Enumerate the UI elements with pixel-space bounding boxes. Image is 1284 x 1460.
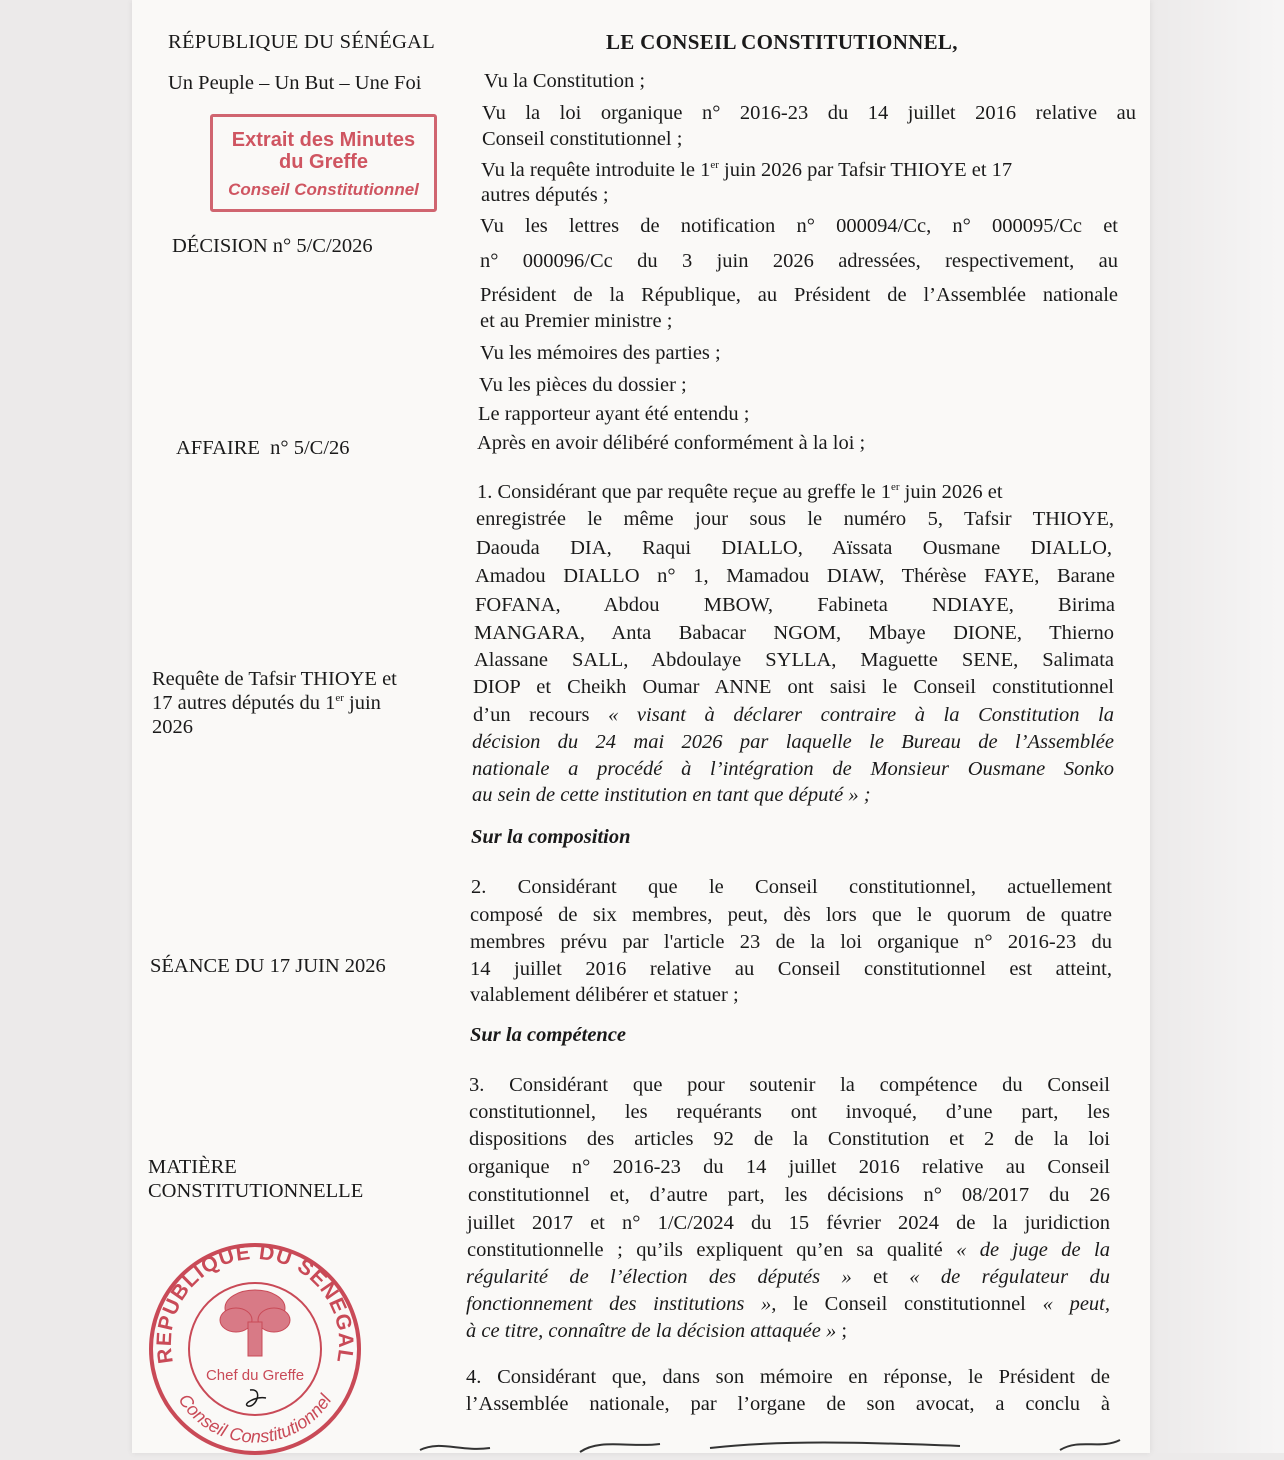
visa-line: Vu les pièces du dossier ; <box>479 374 687 396</box>
para1-line: Daouda DIA, Raqui DIALLO, Aïssata Ousmane DIALLO, <box>476 537 1112 559</box>
visa-line: Président de la République, au Président de l’Assemblée nationale <box>480 284 1118 306</box>
baobab-tree-icon <box>220 1290 290 1356</box>
para-text: d’un recours <box>473 704 609 726</box>
seal-bottom-path: Conseil Constitutionnel <box>174 1390 336 1447</box>
para2-line: 14 juillet 2016 relative au Conseil constitutionnel est atteint, <box>470 958 1112 980</box>
council-header: LE CONSEIL CONSTITUTIONNEL, <box>606 30 958 54</box>
para-text: ; <box>836 1320 848 1342</box>
visa-line: Le rapporteur ayant été entendu ; <box>478 403 750 425</box>
para2-line: valablement délibérer et statuer ; <box>470 984 739 1006</box>
requete-line <box>152 691 397 715</box>
requete-line: 2026 <box>152 716 193 738</box>
para1-line: DIOP et Cheikh Oumar ANNE ont saisi le Conseil constitutionnel <box>473 676 1114 698</box>
para1-line: au sein de cette institution en tant que député » ; <box>472 784 871 806</box>
seance-date: SÉANCE DU 17 JUIN 2026 <box>150 955 386 977</box>
para3-line: 3. Considérant que pour soutenir la compétence du Conseil <box>469 1074 1110 1096</box>
para-text: 1. Considérant que par requête reçue au greffe le 1 <box>477 481 891 503</box>
para1-line: enregistrée le même jour sous le numéro 5, Tafsir THIOYE, <box>476 508 1114 530</box>
para4-line: 4. Considérant que, dans son mémoire en réponse, le Président de <box>466 1366 1110 1388</box>
visa-line: Vu la Constitution ; <box>484 70 646 92</box>
visa-line: Vu la loi organique n° 2016-23 du 14 juillet 2016 relative au <box>482 102 1136 124</box>
national-motto: Un Peuple – Un But – Une Foi <box>168 72 422 94</box>
visa-text: juin 2026 par Tafsir THIOYE et 17 <box>718 159 1013 181</box>
quote-text: régularité de l’élection des députés » <box>466 1266 852 1288</box>
para1-line: nationale a procédé à l’intégration de Monsieur Ousmane Sonko <box>472 758 1114 780</box>
para3-line <box>466 1264 1110 1290</box>
para2-line: 2. Considérant que le Conseil constitutionnel, actuellement <box>471 876 1112 898</box>
quote-text: « peut, <box>1042 1293 1111 1315</box>
para-text: constitutionnelle ; qu’ils expliquent qu’en sa qualité <box>467 1239 957 1261</box>
para1-line: Alassane SALL, Abdoulaye SYLLA, Maguette SENE, Salimata <box>474 649 1114 671</box>
affaire-number: AFFAIRE n° 5/C/26 <box>176 437 350 459</box>
handwritten-marks <box>400 1430 1140 1453</box>
para3-line <box>466 1318 847 1344</box>
visa-line: Conseil constitutionnel ; <box>482 128 683 150</box>
visa-text: Vu la requête introduite le 1 <box>481 159 711 181</box>
para-text: juin 2026 et <box>899 481 1003 503</box>
para1-line: FOFANA, Abdou MBOW, Fabineta NDIAYE, Birima <box>475 594 1115 616</box>
visa-line: Vu les mémoires des parties ; <box>480 342 721 364</box>
para1-line <box>477 479 1117 505</box>
para3-line <box>467 1237 1110 1263</box>
quote-text: « visant à déclarer contraire à la Constitution la <box>608 704 1115 726</box>
quote-text: « de régulateur du <box>909 1266 1110 1288</box>
seal-ring-path: REPUBLIQUE DU SENEGAL <box>152 1240 358 1366</box>
para-text: et <box>851 1266 910 1288</box>
para1-line <box>473 702 1114 728</box>
requete-text: 17 autres députés du 1 <box>152 692 336 714</box>
visa-line: et au Premier ministre ; <box>480 310 673 332</box>
ordinal-sup: er <box>335 692 344 704</box>
stamp-line: Conseil Constitutionnel <box>228 180 419 199</box>
requete-line: Requête de Tafsir THIOYE et <box>152 668 397 690</box>
official-seal <box>144 1238 366 1460</box>
visa-line <box>481 157 1135 183</box>
visa-line: Après en avoir délibéré conformément à la loi ; <box>477 432 866 454</box>
quote-text: fonctionnement des institutions », <box>466 1293 777 1315</box>
quote-text: « de juge de la <box>956 1239 1110 1261</box>
visa-text <box>481 157 1012 183</box>
para4-line: l’Assemblée nationale, par l’organe de son avocat, a conclu à <box>466 1393 1110 1415</box>
para3-line: organique n° 2016-23 du 14 juillet 2016 relative au Conseil <box>468 1156 1110 1178</box>
visa-line: n° 000096/Cc du 3 juin 2026 adressées, respectivement, au <box>480 250 1118 272</box>
ordinal-sup: er <box>710 159 719 171</box>
para2-line: composé de six membres, peut, dès lors que le quorum de quatre <box>470 904 1112 926</box>
para1-line: décision du 24 mai 2026 par laquelle le Bureau de l’Assemblée <box>472 731 1114 753</box>
heading-competence: Sur la compétence <box>470 1024 627 1046</box>
republic-header: RÉPUBLIQUE DU SÉNÉGAL <box>168 31 436 53</box>
visa-line: autres députés ; <box>481 184 609 206</box>
para3-line: constitutionnel et, d’autre part, les décisions n° 08/2017 du 26 <box>468 1184 1110 1206</box>
para3-line: constitutionnel, les requérants ont invoqué, d’une part, les <box>469 1101 1110 1123</box>
para3-line: dispositions des articles 92 de la Constitution et 2 de la loi <box>469 1128 1110 1150</box>
seal-center-text: Chef du Greffe <box>205 1367 305 1384</box>
para3-line: juillet 2017 et n° 1/C/2024 du 15 février 2024 de la juridiction <box>467 1212 1110 1234</box>
heading-composition: Sur la composition <box>471 826 631 848</box>
para3-line <box>466 1291 1110 1317</box>
ordinal-sup: er <box>890 481 900 493</box>
visa-line: Vu les lettres de notification n° 000094/Cc, n° 000095/Cc et <box>480 215 1118 237</box>
greffe-stamp <box>210 114 437 212</box>
stamp-line: du Greffe <box>279 151 368 173</box>
matiere-line: CONSTITUTIONNELLE <box>148 1180 364 1202</box>
requete-text: juin <box>343 692 381 714</box>
requete-summary <box>152 667 397 739</box>
matiere-line: MATIÈRE <box>148 1156 237 1178</box>
para-text <box>477 479 1003 505</box>
para2-line: membres prévu par l'article 23 de la loi organique n° 2016-23 du <box>470 931 1112 953</box>
decision-number: DÉCISION n° 5/C/2026 <box>172 235 373 257</box>
para1-line: MANGARA, Anta Babacar NGOM, Mbaye DIONE, Thierno <box>474 622 1114 644</box>
signature-mark <box>247 1390 266 1406</box>
para1-line: Amadou DIALLO n° 1, Mamadou DIAW, Thérèse FAYE, Barane <box>475 565 1115 587</box>
para-text: le Conseil constitutionnel <box>776 1293 1043 1315</box>
quote-text: à ce titre, connaître de la décision attaquée » <box>466 1320 837 1342</box>
photo-glare <box>1150 0 1284 1453</box>
matiere <box>148 1155 363 1203</box>
stamp-line: Extrait des Minutes <box>231 129 416 151</box>
